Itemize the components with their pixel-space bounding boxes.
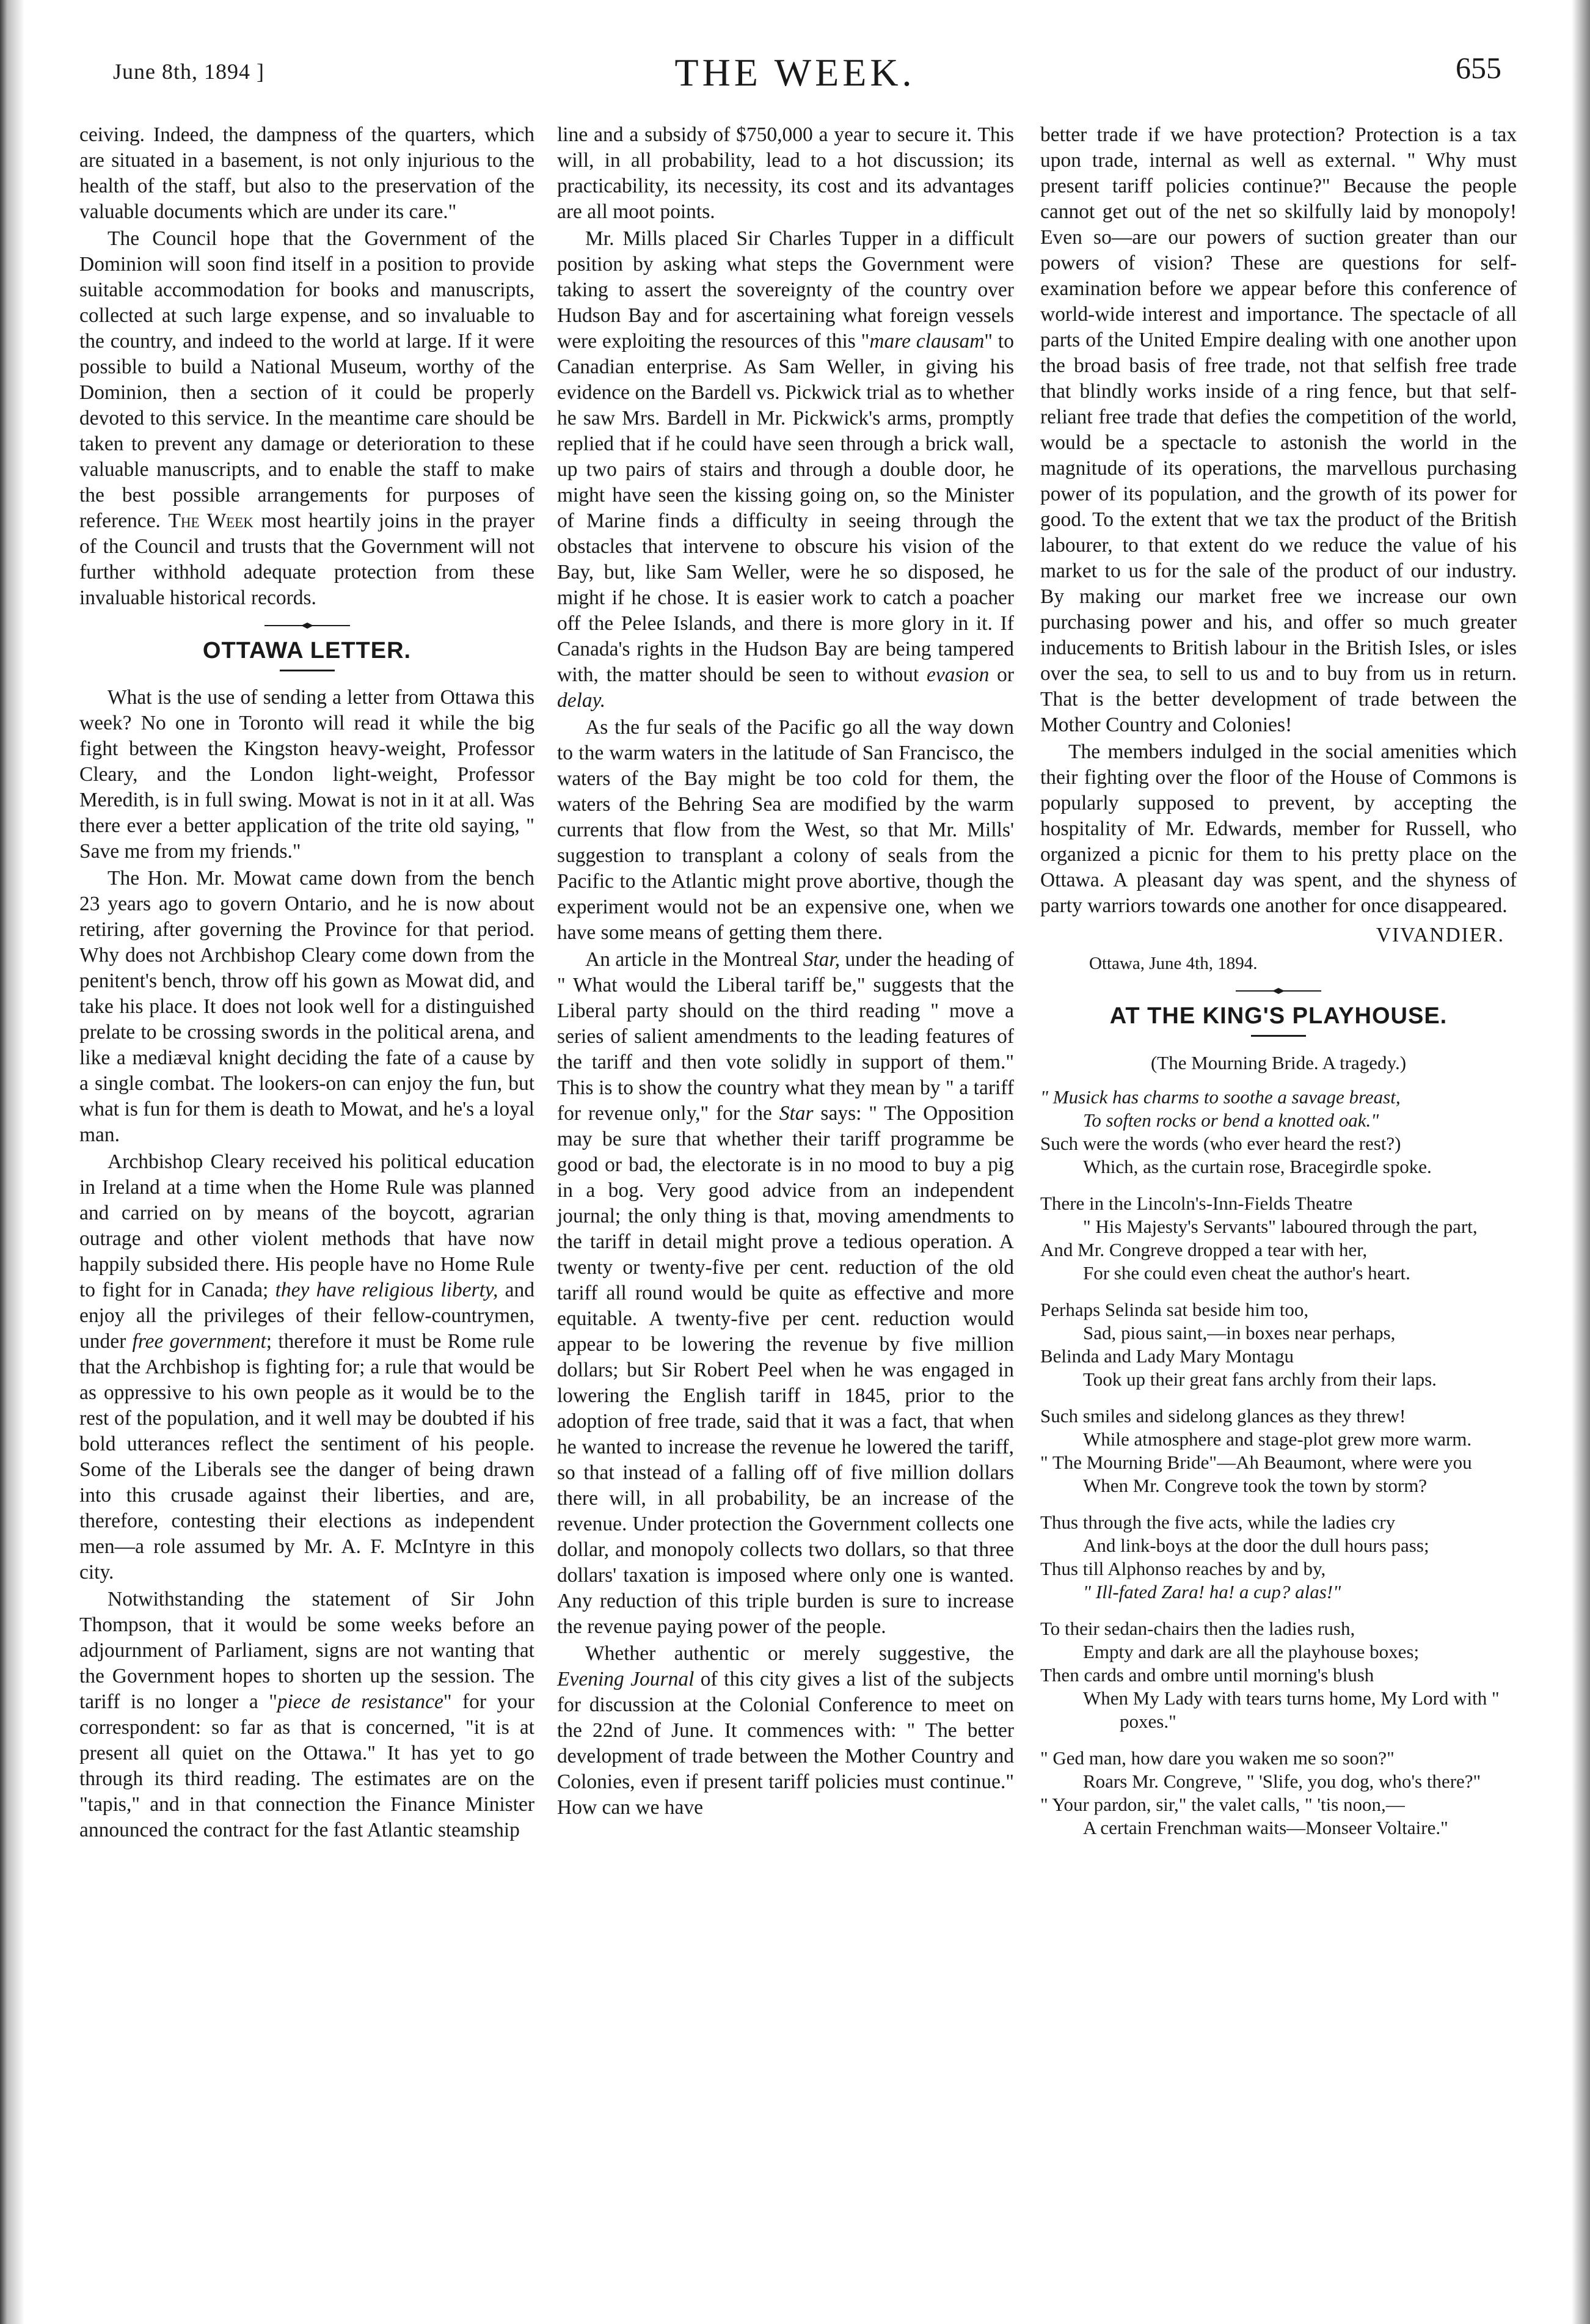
poem-line: To their sedan-chairs then the ladies rush,	[1040, 1618, 1355, 1639]
poem-line: " The Mourning Bride"—Ah Beaumont, where were you	[1040, 1452, 1472, 1473]
paragraph: Notwithstanding the statement of Sir John Thompson, that it would be some weeks before an adjournment of Parliament, signs are not wanting that the Government hopes to shorten up the session. The tariff is no longer a "piece de resistance" for your correspondent: so far as that is concerned, "it is at present all quiet on the Ottawa." It has yet to go through its third reading. The estimates are on the "tapis," and in that connection the Finance Minister announced the contract for the fast Atlantic steamship	[79, 1588, 534, 1841]
poem-stanza	[1040, 1511, 1517, 1604]
column-3	[1040, 122, 1517, 1853]
heading-rule	[280, 670, 335, 671]
poem-stanza	[1040, 1298, 1517, 1391]
page-number: 655	[1456, 51, 1501, 85]
poem-line: " His Majesty's Servants" laboured through the part,	[1083, 1216, 1478, 1237]
poem-stanza	[1040, 1405, 1517, 1497]
poem-stanza	[1040, 1617, 1517, 1733]
paragraph: As the fur seals of the Pacific go all the way down to the warm waters in the latitude of San Francisco, the waters of the Bay might be too cold for them, the waters of the Behring Sea are modified by the warm currents that flow from the West, so that Mr. Mills' suggestion to transplant a colony of seals from the Pacific to the Atlantic might prove abortive, though the experiment would not be an expensive one, when we have some means of getting them there.	[557, 716, 1014, 944]
paragraph: The members indulged in the social amenities which their fighting over the floor of the House of Commons is popularly supposed to prevent, by accepting the hospitality of Mr. Edwards, member for Russell, who organized a picnic for them to his pretty place on the Ottawa. A pleasant day was spent, and the shyness of party warriors towards one another for once disappeared.	[1040, 740, 1517, 917]
paragraph: ceiving. Indeed, the dampness of the quarters, which are situated in a basement, is not only injurious to the health of the staff, but also to the preservation of the valuable documents which are under its care."	[79, 123, 534, 223]
section-heading: OTTAWA LETTER.	[202, 638, 412, 663]
poem-subtitle: (The Mourning Bride. A tragedy.)	[1150, 1052, 1407, 1073]
poem-line: Then cards and ombre until morning's blush	[1040, 1664, 1374, 1686]
poem-line: There in the Lincoln's-Inn-Fields Theatre	[1040, 1193, 1353, 1214]
poem-line: Thus through the five acts, while the ladies cry	[1040, 1511, 1396, 1533]
poem-line: " Your pardon, sir," the valet calls, " 'tis noon,—	[1040, 1794, 1405, 1815]
issue-date: June 8th, 1894 ]	[113, 59, 264, 84]
dateline: Ottawa, June 4th, 1894.	[1089, 954, 1258, 973]
poem-line: Empty and dark are all the playhouse boxes;	[1083, 1641, 1420, 1662]
paragraph: The Council hope that the Government of the Dominion will soon find itself in a position to provide suitable accommodation for books and manuscripts, collected at such large expense, and so invaluable to the country, and indeed to the world at large. If it were possible to build a National Museum, worthy of the Dominion, then a section of it could be properly devoted to this service. In the meantime care should be taken to prevent any damage or deterioration to these valuable manuscripts, and to enable the staff to make the best possible arrangements for purposes of reference. The Week most heartily joins in the prayer of the Council and trusts that the Government will not further withhold adequate protection from these invaluable historical records.	[79, 227, 534, 609]
paragraph: The Hon. Mr. Mowat came down from the bench 23 years ago to govern Ontario, and he is now about retiring, after governing the Province for that period. Why does not Archbishop Cleary come down from the penitent's bench, throw off his gown as Mowat did, and take his place. It does not look well for a distinguished prelate to be crossing swords in the political arena, and like a mediæval knight deciding the fate of a cause by a single combat. The lookers-on can enjoy the fun, but what is fun for them is death to Mowat, and he's a loyal man.	[79, 867, 534, 1146]
poem-stanza	[1040, 1192, 1517, 1285]
page-fold-shadow-left	[0, 0, 24, 2324]
poem-line: Took up their great fans archly from their laps.	[1083, 1368, 1437, 1390]
poem-line: When My Lady with tears turns home, My Lord with " poxes."	[1083, 1687, 1500, 1732]
poem-line: To soften rocks or bend a knotted oak."	[1083, 1109, 1379, 1131]
poem-line: Perhaps Selinda sat beside him too,	[1040, 1299, 1309, 1320]
publication-name: The Week	[168, 510, 253, 532]
poem-stanza	[1040, 1086, 1517, 1178]
paragraph: Mr. Mills placed Sir Charles Tupper in a difficult position by asking what steps the Government were taking to assert the sovereignty of the country over Hudson Bay and for ascertaining what foreign vessels were exploiting the resources of this "mare clausam" to Canadian enterprise. As Sam Weller, in giving his evidence on the Bardell vs. Pickwick trial as to whether he saw Mrs. Bardell in Mr. Pickwick's arms, promptly replied that if he could have seen through a brick wall, up two pairs of stairs and through a double door, he might have seen the kissing going on, so the Minister of Marine finds a difficulty in seeing through the obstacles that intervene to obscure his vision of the Bay, but, like Sam Weller, were he so disposed, he might if he chose. It is easier work to catch a poacher off the Pelee Islands, and there is more glory in it. If Canada's rights in the Hudson Bay are being tampered with, the matter should be seen to without evasion or delay.	[557, 227, 1014, 712]
paragraph: Archbishop Cleary received his political education in Ireland at a time when the Home Rule was planned and carried on by means of the boycott, agrarian outrage and other violent methods that have now happily subsided there. His people have no Home Rule to fight for in Canada; they have religious liberty, and enjoy all the privileges of their fellow-countrymen, under free government; therefore it must be Rome rule that the Archbishop is fighting for; a rule that would be as oppressive to his own people as it would be to the rest of the population, and it well may be doubted if his bold utterances reflect the sentiment of his people. Some of the Liberals see the danger of being drawn into this crusade against their liberties, and are, therefore, contesting their elections as independent men—a role assumed by Mr. A. F. McIntyre in this city.	[79, 1150, 534, 1584]
poem-line: When Mr. Congreve took the town by storm?	[1083, 1475, 1428, 1496]
poem-line: " Ged man, how dare you waken me so soon?"	[1040, 1747, 1395, 1769]
poem-line: Roars Mr. Congreve, " 'Slife, you dog, who's there?"	[1083, 1770, 1481, 1792]
poem-line: " Ill-fated Zara! ha! a cup? alas!"	[1083, 1581, 1341, 1602]
poem-line: Belinda and Lady Mary Montagu	[1040, 1345, 1294, 1367]
paragraph: Whether authentic or merely suggestive, the Evening Journal of this city gives a list of the subjects for discussion at the Colonial Conference to meet on the 22nd of June. It commences with: " The better development of trade between the Mother Country and Colonies, even if present tariff policies must continue." How can we have	[557, 1642, 1014, 1819]
column-2	[557, 122, 1014, 1821]
heading-rule	[1251, 1035, 1306, 1037]
poem-line: And link-boys at the door the dull hours pass;	[1083, 1535, 1429, 1556]
paragraph: better trade if we have protection? Protection is a tax upon trade, internal as well as external. " Why must present tariff policies continue?" Because the people cannot get out of the net so skilfully laid by monopoly! Even so—are our powers of suction greater than our powers of vision? These are questions for self-examination before we appear before this conference of world-wide interest and importance. The spectacle of all parts of the United Empire dealing with one another upon the broad basis of free trade, not that selfish free trade that blindly works inside of a ring fence, but that self-reliant free trade that defies the competition of the world, would be a spectacle to astonish the world in the magnitude of its operations, the marvellous purchasing power of its population, and the growth of its power for good. To the extent that we tax the product of the British labourer, to that extent do we reduce the value of his market to us for the sale of the product of our industry. By making our market free we increase our own purchasing power and his, and offer so much greater inducements to British labour in the British Isles, or isles over the sea, to sell to us and to buy from us in return. That is the better development of trade between the Mother Country and Colonies!	[1040, 123, 1517, 736]
poem-line: Thus till Alphonso reaches by and by,	[1040, 1558, 1326, 1579]
poem-line: Such were the words (who ever heard the rest?)	[1040, 1133, 1401, 1154]
poem-line: Such smiles and sidelong glances as they threw!	[1040, 1405, 1406, 1427]
author-signature: VIVANDIER.	[1376, 924, 1504, 946]
poem-line: " Musick has charms to soothe a savage breast,	[1040, 1086, 1401, 1108]
poem-line: While atmosphere and stage-plot grew more warm.	[1083, 1428, 1472, 1450]
page-fold-shadow-right	[1572, 0, 1590, 2324]
poem-line: Which, as the curtain rose, Bracegirdle spoke.	[1083, 1156, 1432, 1177]
section-divider-ornament	[264, 622, 350, 629]
poem-line: A certain Frenchman waits—Monseer Voltaire."	[1083, 1817, 1448, 1838]
paragraph: line and a subsidy of $750,000 a year to secure it. This will, in all probability, lead to a hot discussion; its practicability, its necessity, its cost and its advantages are all moot points.	[557, 123, 1014, 223]
poem	[1040, 1086, 1517, 1840]
poem-stanza	[1040, 1747, 1517, 1840]
paragraph: What is the use of sending a letter from Ottawa this week? No one in Toronto will read it while the big fight between the Kingston heavy-weight, Professor Cleary, and the London light-weight, Professor Meredith, is in full swing. Mowat is not in it at all. Was there ever a better application of the trite old saying, " Save me from my friends."	[79, 686, 534, 863]
poem-line: And Mr. Congreve dropped a tear with her,	[1040, 1239, 1368, 1260]
section-heading: AT THE KING'S PLAYHOUSE.	[1109, 1003, 1448, 1029]
masthead-title: THE WEEK.	[674, 51, 916, 94]
poem-line: Sad, pious saint,—in boxes near perhaps,	[1083, 1322, 1396, 1343]
paragraph: An article in the Montreal Star, under the heading of " What would the Liberal tariff be," suggests that the Liberal party should on the third reading " move a series of salient amendments to the leading features of the tariff and then vote solidly in support of them." This is to show the country what they mean by " a tariff for revenue only," for the Star says: " The Opposition may be sure that whether their tariff programme be good or bad, the electorate is in no mood to buy a pig in a bog. Very good advice from an independent journal; the only thing is that, moving amendments to the tariff in detail might prove a tedious operation. A twenty or twenty-five per cent. reduction of the old tariff all round would be quite as effective and more equitable. A twenty-five per cent. reduction would appear to be lowering the revenue by five million dollars; but Sir Robert Peel when he was engaged in lowering the English tariff in 1845, prior to the adoption of free trade, said that it was a fact, that when he wanted to increase the revenue he lowered the tariff, so that instead of a falling off of five million dollars there will, in all probability, be an increase of the revenue. Under protection the Government collects one dollar, and monopoly collects two dollars, so that three dollars' taxation is imposed where only one is wanted. Any reduction of this triple burden is sure to increase the revenue paying power of the people.	[557, 948, 1015, 1638]
section-divider-ornament	[1236, 987, 1321, 995]
poem-line: For she could even cheat the author's heart.	[1083, 1262, 1410, 1284]
column-1	[79, 122, 534, 1843]
